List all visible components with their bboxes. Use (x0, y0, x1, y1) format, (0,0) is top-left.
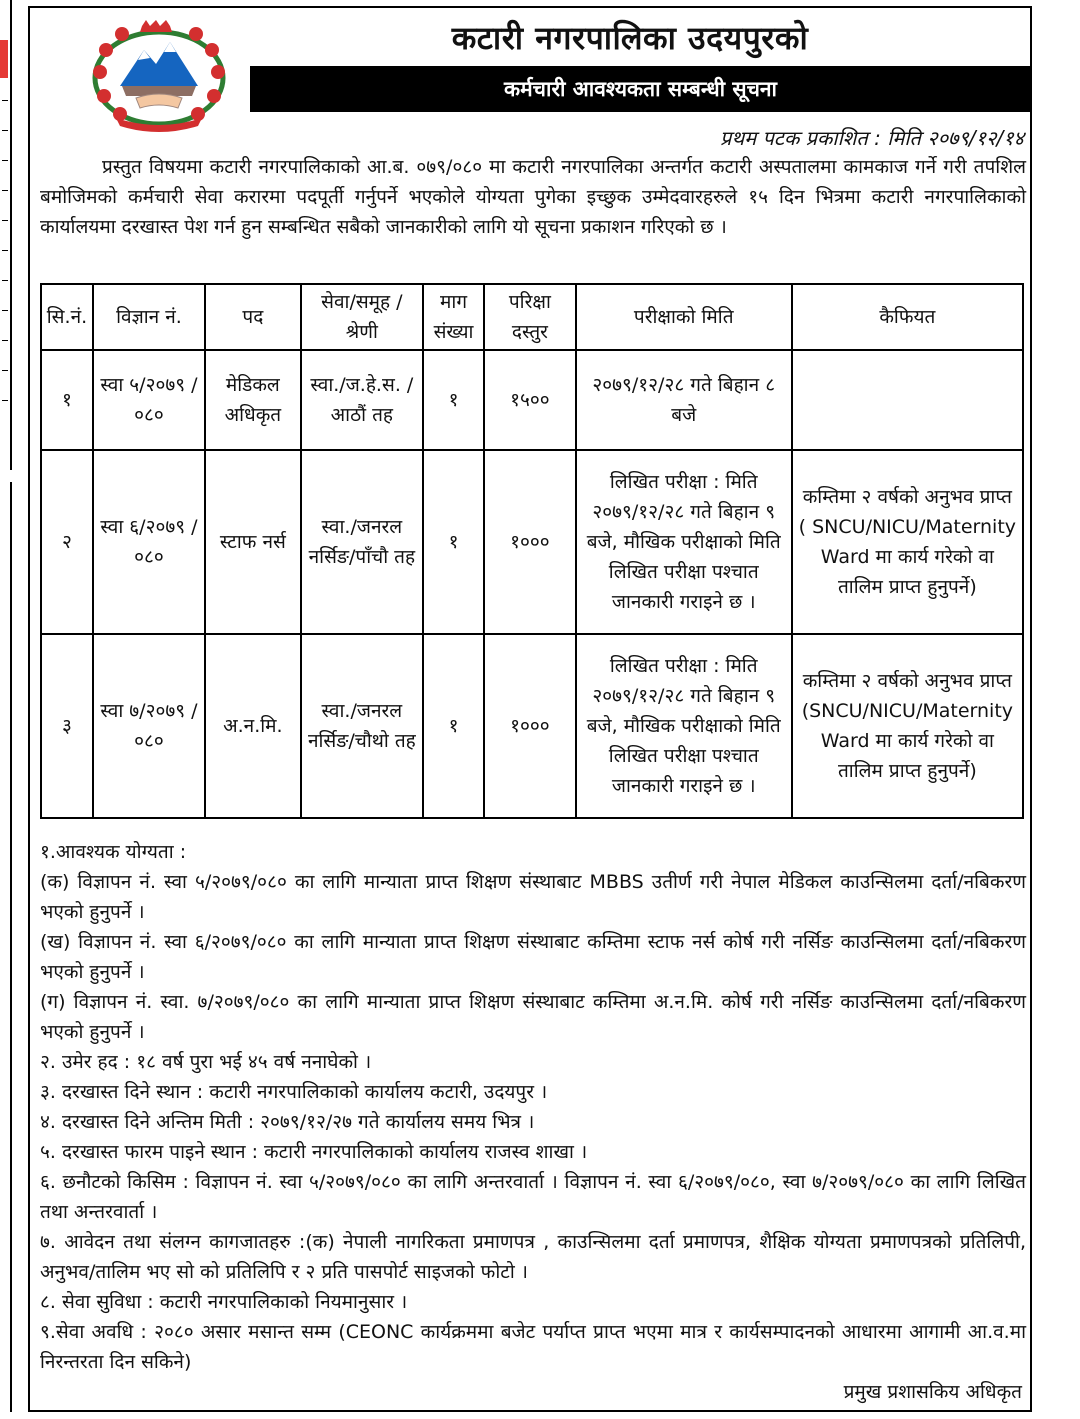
left-edge-tick (2, 130, 8, 131)
intro-paragraph: प्रस्तुत विषयमा कटारी नगरपालिकाको आ.ब. ०७९/०८० मा कटारी नगरपालिका अन्तर्गत कटारी अस्पतालमा कामकाज गर्ने गरी तपशिल बमोजिमको कर्मचारी सेवा करारमा पदपूर्ती गर्नुपर्ने भएकोले योग्यता पुगेका इच्छुक उम्मेदवारहरुले १५ दिन भित्रमा कटारी नगरपालिकाको कार्यालयमा दरखास्त पेश गर्न हुन सम्बन्धित सबैको जानकारीको लागि यो सूचना प्रकाशन गरिएको छ । (40, 156, 1026, 238)
left-edge-tick (2, 370, 8, 371)
left-edge-tick (2, 160, 8, 161)
notice-subtitle-bar: कर्मचारी आवश्यकता सम्बन्धी सूचना (250, 66, 1031, 112)
column-header: पद (205, 284, 301, 350)
cell-ad-number: स्वा ५/२०७९ /०८० (93, 350, 205, 450)
requirement-item: (ख) विज्ञापन नं. स्वा ६/२०७९/०८० का लागि मान्याता प्राप्त शिक्षण संस्थाबाट कम्तिमा स्टाफ नर्स कोर्ष गरी नर्सिङ काउन्सिलमा दर्ता/नबिकरण भएको हुनुपर्ने । (40, 931, 1026, 983)
table-header-row (41, 284, 1023, 350)
cell-remarks: कम्तिमा २ वर्षको अनुभव प्राप्त ( SNCU/NICU/Maternity Ward मा कार्य गरेको वा तालिम प्राप्त हुनुपर्ने) (792, 450, 1023, 634)
requirement-item: ४. दरखास्त दिने अन्तिम मिती : २०७९/१२/२७ गते कार्यालय समय भित्र । (40, 1111, 535, 1133)
left-edge-tick (2, 340, 8, 341)
column-header: सि.नं. (41, 284, 93, 350)
column-header: विज्ञान नं. (93, 284, 205, 350)
requirements-list (40, 837, 1026, 1377)
cell-ad-number: स्वा ७/२०७९ /०८० (93, 634, 205, 818)
left-edge-tick (2, 190, 8, 191)
cell-demand: १ (423, 350, 484, 450)
column-header: कैफियत (792, 284, 1023, 350)
cell-serial: २ (41, 450, 93, 634)
cell-ad-number: स्वा ६/२०७९ /०८० (93, 450, 205, 634)
cell-exam-date: लिखित परीक्षा : मिति २०७९/१२/२८ गते बिहान ९ बजे, मौखिक परीक्षाको मिति लिखित परीक्षा पश्चात जानकारी गराइने छ । (576, 450, 792, 634)
cell-service: स्वा./जनरल नर्सिङ/चौथो तह (301, 634, 423, 818)
cell-post: मेडिकल अधिकृत (205, 350, 301, 450)
cell-service: स्वा./ज.हे.स. /आठौं तह (301, 350, 423, 450)
table-row (41, 450, 1023, 634)
left-edge-tick (2, 220, 8, 221)
cell-demand: १ (423, 634, 484, 818)
column-header: सेवा/समूह /श्रेणी (301, 284, 423, 350)
cell-post: अ.न.मि. (205, 634, 301, 818)
requirement-item: ३. दरखास्त दिने स्थान : कटारी नगरपालिकाको कार्यालय कटारी, उदयपुर । (40, 1081, 548, 1103)
table-row (41, 350, 1023, 450)
publication-date: प्रथम पटक प्रकाशित : मिति २०७९/१२/१४ (720, 126, 1024, 150)
column-header: परीक्षाको मिति (576, 284, 792, 350)
cell-exam-date: लिखित परीक्षा : मिति २०७९/१२/२८ गते बिहान ९ बजे, मौखिक परीक्षाको मिति लिखित परीक्षा पश्चात जानकारी गराइने छ । (576, 634, 792, 818)
left-edge-tick (2, 400, 8, 401)
cell-serial: ३ (41, 634, 93, 818)
table-row (41, 634, 1023, 818)
column-header: परिक्षा दस्तुर (484, 284, 576, 350)
left-edge-tick (2, 310, 8, 311)
cell-remarks (792, 350, 1023, 450)
column-header: माग संख्या (423, 284, 484, 350)
requirement-item: १.आवश्यक योग्यता : (40, 841, 187, 863)
requirement-item: (क) विज्ञापन नं. स्वा ५/२०७९/०८० का लागि मान्याता प्राप्त शिक्षण संस्थाबाट MBBS उतीर्ण गरी नेपाल मेडिकल काउन्सिलमा दर्ता/नबिकरण भएको हुनुपर्ने । (40, 871, 1026, 923)
cell-exam-date: २०७९/१२/२८ गते बिहान ८ बजे (576, 350, 792, 450)
left-edge-tick (2, 100, 8, 101)
left-edge-tick (2, 250, 8, 251)
left-edge-strip (0, 0, 12, 470)
requirement-item: ६. छनौटको किसिम : विज्ञापन नं. स्वा ५/२०७९/०८० का लागि अन्तरवार्ता । विज्ञापन नं. स्वा ६/२०७९/०८०, स्वा ७/२०७९/०८० का लागि लिखित तथा अन्तरवार्ता । (40, 1171, 1026, 1223)
vacancy-table (40, 283, 1024, 819)
page-title: कटारी नगरपालिका उदयपुरको (451, 19, 809, 57)
cell-service: स्वा./जनरल नर्सिङ/पाँचौ तह (301, 450, 423, 634)
cell-post: स्टाफ नर्स (205, 450, 301, 634)
requirement-item: ५. दरखास्त फारम पाइने स्थान : कटारी नगरपालिकाको कार्यालय राजस्व शाखा । (40, 1141, 588, 1163)
left-edge-tick (2, 280, 8, 281)
left-edge-red-mark (0, 40, 8, 78)
requirement-item: (ग) विज्ञापन नं. स्वा. ७/२०७९/०८० का लागि मान्याता प्राप्त शिक्षण संस्थाबाट कम्तिमा अ.न.मि. कोर्ष गरी नर्सिङ काउन्सिलमा दर्ता/नबिकरण भएको हुनुपर्ने । (40, 991, 1026, 1043)
cell-fee: १५०० (484, 350, 576, 450)
cell-fee: १००० (484, 634, 576, 818)
requirement-item: ८. सेवा सुविधा : कटारी नगरपालिकाको नियमानुसार । (40, 1291, 408, 1313)
requirement-item: २. उमेर हद : १८ वर्ष पुरा भई ४५ वर्ष ननाघेको । (40, 1051, 372, 1073)
signatory-title: प्रमुख प्रशासकिय अधिकृत (843, 1381, 1022, 1403)
cell-serial: १ (41, 350, 93, 450)
nepal-government-emblem-icon (86, 20, 232, 132)
cell-remarks: कम्तिमा २ वर्षको अनुभव प्राप्त (SNCU/NICU/Maternity Ward मा कार्य गरेको वा तालिम प्राप्त हुनुपर्ने) (792, 634, 1023, 818)
left-edge-strip-lower (0, 482, 12, 1412)
requirement-item: ७. आवेदन तथा संलग्न कागजातहरु :(क) नेपाली नागरिकता प्रमाणपत्र , काउन्सिलमा दर्ता प्रमाणपत्र, शैक्षिक योग्यता प्रमाणपत्रको प्रतिलिपी, अनुभव/तालिम भए सो को प्रतिलिपि र २ प्रति पासपोर्ट साइजको फोटो । (40, 1231, 1026, 1283)
cell-demand: १ (423, 450, 484, 634)
cell-fee: १००० (484, 450, 576, 634)
requirement-item: ९.सेवा अवधि : २०८० असार मसान्त सम्म (CEONC कार्यक्रममा बजेट पर्याप्त प्राप्त भएमा मात्र र कार्यसम्पादनको आधारमा आगामी आ.व.मा निरन्तरता दिन सकिने) (40, 1321, 1026, 1373)
